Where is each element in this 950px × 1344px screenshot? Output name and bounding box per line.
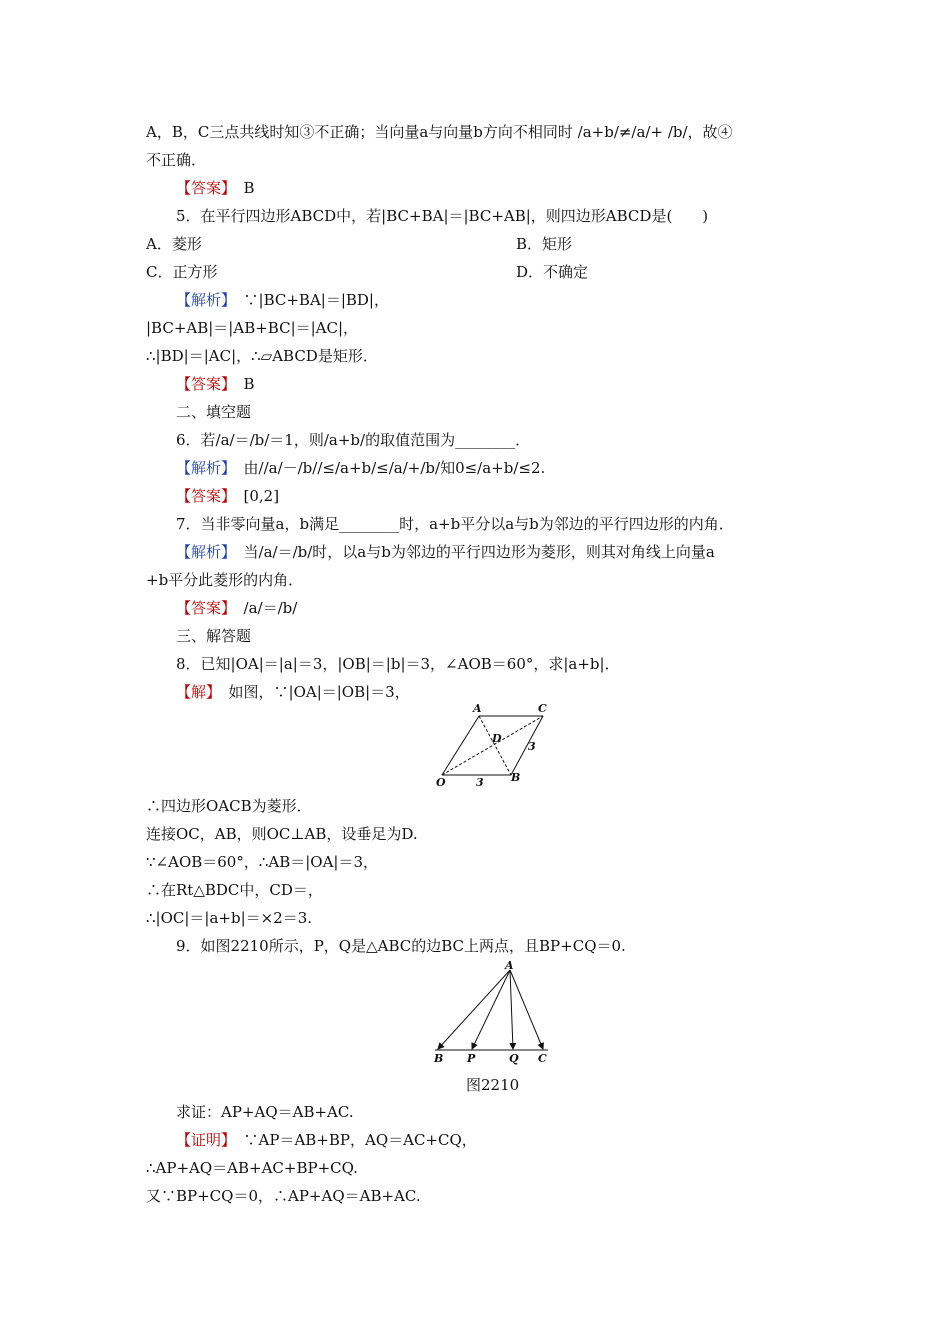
section-tag: 【解析】 <box>176 459 229 477</box>
label-o: O <box>436 776 446 789</box>
option-d: D．不确定 <box>516 263 589 281</box>
analysis-line: 【解析】 当/a/＝/b/时，以a与b为邻边的平行四边形为菱形，则其对角线上向量a <box>176 543 715 561</box>
label-side: 3 <box>528 740 536 753</box>
text-line: 连接OC，AB，则OC⊥AB，设垂足为D. <box>146 825 418 843</box>
answer-line: 【答案】 /a/＝/b/ <box>176 599 298 617</box>
text-line: ∴|BD|＝|AC|，∴▱ABCD是矩形． <box>146 347 378 365</box>
analysis-line: 【解析】 ∵|BC+BA|＝|BD|， <box>176 291 389 309</box>
label-p: P <box>467 1052 476 1065</box>
proof-line: 【证明】 ∵AP＝AB+BP，AQ＝AC+CQ， <box>176 1131 477 1149</box>
question-7: 7．当非零向量a，b满足________时，a+b平分以a与b为邻边的平行四边形的内角． <box>176 515 734 533</box>
label-q: Q <box>509 1052 519 1065</box>
label-c: C <box>538 702 547 715</box>
text-line: ∴在Rt△BDC中，CD＝， <box>146 881 323 899</box>
text-line: ∴|OC|＝|a+b|＝×2＝3. <box>146 909 313 927</box>
text-line: |BC+AB|＝|AB+BC|＝|AC|， <box>146 319 359 337</box>
text-line: ∵∠AOB＝60°，∴AB＝|OA|＝3， <box>146 853 379 871</box>
prove-line: 求证：AP+AQ＝AB+AC. <box>176 1103 354 1121</box>
text-line: 不正确． <box>146 151 207 169</box>
text-line: 又∵BP+CQ＝0，∴AP+AQ＝AB+AC. <box>146 1187 421 1205</box>
label-a: A <box>505 959 514 972</box>
section-tag: 【解】 <box>176 683 214 701</box>
text-line: A，B，C三点共线时知③不正确；当向量a与向量b方向不相同时 /a+b/≠/a/+ /b/，故④ <box>146 123 733 141</box>
analysis-line: 【解析】 由//a/－/b//≤/a+b/≤/a/+/b/知0≤/a+b/≤2. <box>176 459 546 477</box>
text-line: +b平分此菱形的内角． <box>146 571 304 589</box>
option-c: C．正方形 <box>146 263 218 281</box>
question-8: 8．已知|OA|＝|a|＝3，|OB|＝|b|＝3，∠AOB＝60°，求|a+b|． <box>176 655 620 673</box>
label-d: D <box>492 732 502 745</box>
section-tag: 【解析】 <box>176 291 229 309</box>
text-line: ∴AP+AQ＝AB+AC+BP+CQ. <box>146 1159 358 1177</box>
triangle-figure <box>425 958 555 1068</box>
answer-line: 【答案】 B <box>176 179 255 197</box>
section-tag: 【答案】 <box>176 599 229 617</box>
answer-line: 【答案】 B <box>176 375 255 393</box>
question-5: 5．在平行四边形ABCD中，若|BC+BA|＝|BC+AB|，则四边形ABCD是( ) <box>176 207 709 225</box>
solution-line: 【解】 如图，∵|OA|＝|OB|＝3， <box>176 683 410 701</box>
question-9: 9．如图2210所示，P，Q是△ABC的边BC上两点，且BP+CQ＝0. <box>176 937 626 955</box>
section-heading: 二、填空题 <box>176 403 252 421</box>
label-b: B <box>511 771 521 784</box>
question-6: 6．若/a/＝/b/＝1，则/a+b/的取值范围为________． <box>176 431 531 449</box>
section-tag: 【答案】 <box>176 487 229 505</box>
rhombus-figure <box>430 700 560 792</box>
section-tag: 【证明】 <box>176 1131 229 1149</box>
label-base: 3 <box>476 776 484 789</box>
label-b: B <box>434 1052 444 1065</box>
section-heading: 三、解答题 <box>176 627 252 645</box>
section-tag: 【答案】 <box>176 179 229 197</box>
option-a: A．菱形 <box>146 235 202 253</box>
text-line: ∴四边形OACB为菱形． <box>146 797 312 815</box>
answer-line: 【答案】 [0,2] <box>176 487 280 505</box>
option-b: B．矩形 <box>516 235 573 253</box>
label-c: C <box>538 1052 547 1065</box>
section-tag: 【解析】 <box>176 543 229 561</box>
section-tag: 【答案】 <box>176 375 229 393</box>
label-a: A <box>473 702 482 715</box>
figure-caption: 图2210 <box>466 1076 520 1094</box>
